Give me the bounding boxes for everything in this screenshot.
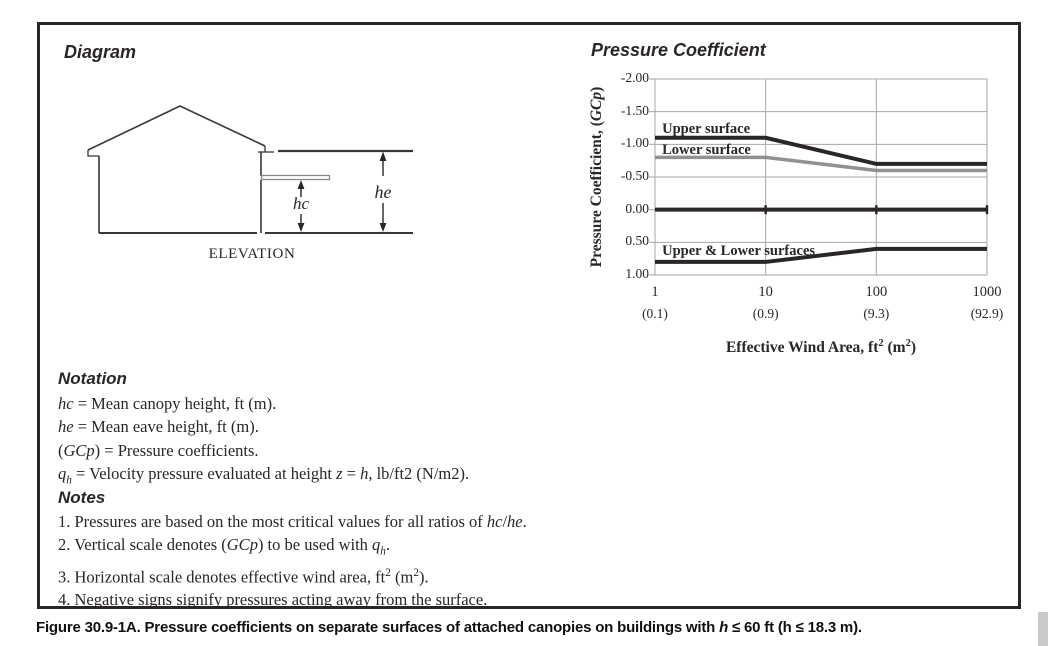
x-tick-sublabel: (0.9) xyxy=(752,306,779,321)
notation-item: he = Mean eave height, ft (m). xyxy=(58,417,259,437)
y-tick-label: -0.50 xyxy=(620,168,649,183)
notation-heading: Notation xyxy=(58,369,127,388)
y-tick-label: -2.00 xyxy=(620,70,649,85)
elevation-caption: ELEVATION xyxy=(208,246,296,262)
x-tick-sublabel: (0.1) xyxy=(642,306,668,321)
notation-section xyxy=(58,369,658,493)
page-edge-marker xyxy=(1038,612,1048,646)
x-tick-label: 10 xyxy=(758,284,773,300)
note-item: 4. Negative signs signify pressures acting away from the surface. xyxy=(58,590,488,610)
y-tick-label: -1.00 xyxy=(620,135,649,151)
x-tick-label: 100 xyxy=(865,284,888,300)
notation-item: hc = Mean canopy height, ft (m). xyxy=(58,394,277,413)
eave-height-label: he xyxy=(374,182,392,202)
series-inline-label: Lower surface xyxy=(662,141,751,158)
diagram-section-heading: Diagram xyxy=(64,42,137,62)
chart-section-heading: Pressure Coefficient xyxy=(591,40,766,60)
y-tick-label: 1.00 xyxy=(625,266,649,281)
series-inline-label: Upper & Lower surfaces xyxy=(662,242,816,259)
y-axis-title: Pressure Coefficient, (GCp) xyxy=(588,86,605,268)
notation-item: $q_h$ = Velocity pressure evaluated at height z = h, lb/ft2 (N/m2). xyxy=(58,464,470,487)
x-tick-label: 1000 xyxy=(972,284,1002,300)
note-item: 1. Pressures are based on the most critical values for all ratios of hc/he. xyxy=(58,512,527,531)
notation-item: (GCp) = Pressure coefficients. xyxy=(58,440,259,460)
y-tick-label: -1.50 xyxy=(620,102,649,118)
note-item: 2. Vertical scale denotes (GCp) to be used with $q_h$. xyxy=(58,534,391,557)
canopy-height-label: hc xyxy=(292,194,310,213)
y-tick-label: 0.50 xyxy=(625,233,649,249)
y-tick-label: 0.00 xyxy=(625,200,649,216)
x-tick-sublabel: (92.9) xyxy=(970,306,1004,321)
series-inline-label: Upper surface xyxy=(662,120,751,137)
x-tick-label: 1 xyxy=(651,284,659,300)
note-item: 3. Horizontal scale denotes effective wind area, $ft^2$ $(m^2)$. xyxy=(58,567,429,587)
x-tick-sublabel: (9.3) xyxy=(863,306,890,321)
figure-caption: Figure 30.9-1A. Pressure coefficients on separate surfaces of attached canopies on buildings with h ≤ 60 ft (h ≤ 18.3 m). xyxy=(36,619,862,636)
notes-heading: Notes xyxy=(58,488,106,507)
notes-section xyxy=(58,488,658,612)
x-axis-title: Effective Wind Area, $ft^2$ $(m^2)$ xyxy=(725,338,917,357)
